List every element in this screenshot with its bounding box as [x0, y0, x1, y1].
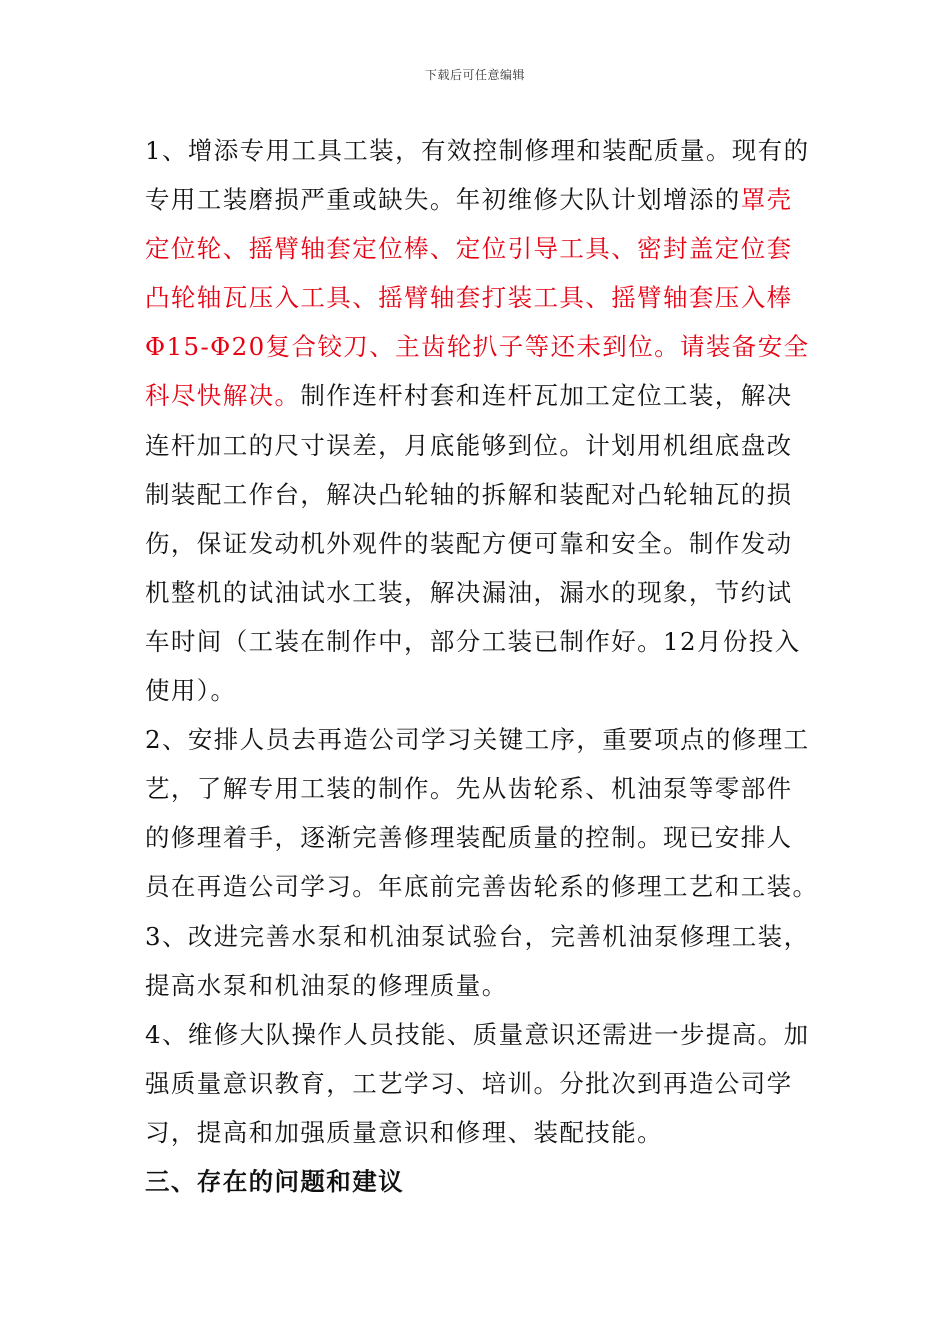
text-segment: 1、增添专用工具工装，有效控制修理和装配质量。现有的 — [145, 136, 810, 165]
text-segment: 4、维修大队操作人员技能、质量意识还需进一步提高。加 — [145, 1019, 810, 1049]
text-segment: 伤，保证发动机外观件的装配方便可靠和安全。制作发动 — [145, 528, 793, 558]
text-line — [145, 961, 809, 1010]
text-line — [145, 813, 809, 862]
text-segment: 强质量意识教育，工艺学习、培训。分批次到再造公司学 — [145, 1068, 793, 1098]
text-line — [145, 371, 809, 420]
text-segment: 制装配工作台，解决凸轮轴的拆解和装配对凸轮轴瓦的损 — [145, 479, 793, 509]
text-line — [145, 764, 809, 813]
text-segment: 使用）。 — [145, 676, 237, 706]
text-segment: 专用工装磨损严重或缺失。年初维修大队计划增添的 — [145, 185, 741, 215]
section-heading: 三、存在的问题和建议 — [145, 1166, 404, 1196]
text-line — [145, 126, 809, 175]
text-segment: 车时间（工装在制作中，部分工装已制作好。12月份投入 — [145, 626, 801, 656]
highlighted-text: Φ15-Φ20复合铰刀、主齿轮扒子等还未到位。请装备安全 — [145, 332, 810, 362]
text-line — [145, 470, 809, 519]
text-line — [145, 617, 809, 666]
text-segment: 艺，了解专用工装的制作。先从齿轮系、机油泵等零部件 — [145, 774, 793, 804]
text-segment: 习，提高和加强质量意识和修理、装配技能。 — [145, 1117, 663, 1147]
document-body — [145, 126, 819, 1206]
text-segment: 员在再造公司学习。年底前完善齿轮系的修理工艺和工装。 — [145, 872, 819, 902]
text-segment: 提高水泵和机油泵的修理质量。 — [145, 970, 508, 1000]
text-segment: 2、安排人员去再造公司学习关键工序，重要项点的修理工 — [145, 725, 810, 755]
text-line — [145, 666, 809, 715]
text-line — [145, 1059, 809, 1108]
highlighted-text: 科尽快解决。 — [145, 381, 301, 411]
highlighted-text: 定位轮、摇臂轴套定位棒、定位引导工具、密封盖定位套 — [145, 234, 793, 264]
page-header: 下载后可任意编辑 — [424, 68, 525, 82]
text-segment: 3、改进完善水泵和机油泵试验台，完善机油泵修理工装， — [145, 921, 810, 951]
text-line — [145, 273, 809, 322]
text-segment: 的修理着手，逐渐完善修理装配质量的控制。现已安排人 — [145, 823, 793, 853]
text-line — [145, 519, 809, 568]
text-line — [145, 862, 819, 911]
text-line — [145, 715, 809, 764]
highlighted-text: 罩壳 — [740, 185, 793, 215]
text-line — [145, 175, 809, 224]
text-line — [145, 322, 809, 371]
text-segment: 连杆加工的尺寸误差，月底能够到位。计划用机组底盘改 — [145, 430, 793, 460]
text-line — [145, 224, 809, 273]
text-segment: 制作连杆村套和连杆瓦加工定位工装，解决 — [300, 381, 793, 411]
text-line — [145, 421, 809, 470]
text-line — [145, 912, 809, 961]
text-line — [145, 1010, 809, 1059]
text-segment: 机整机的试油试水工装，解决漏油，漏水的现象，节约试 — [145, 577, 793, 607]
text-line — [145, 1108, 809, 1157]
text-line — [145, 568, 809, 617]
highlighted-text: 凸轮轴瓦压入工具、摇臂轴套打装工具、摇臂轴套压入棒 — [145, 283, 793, 313]
